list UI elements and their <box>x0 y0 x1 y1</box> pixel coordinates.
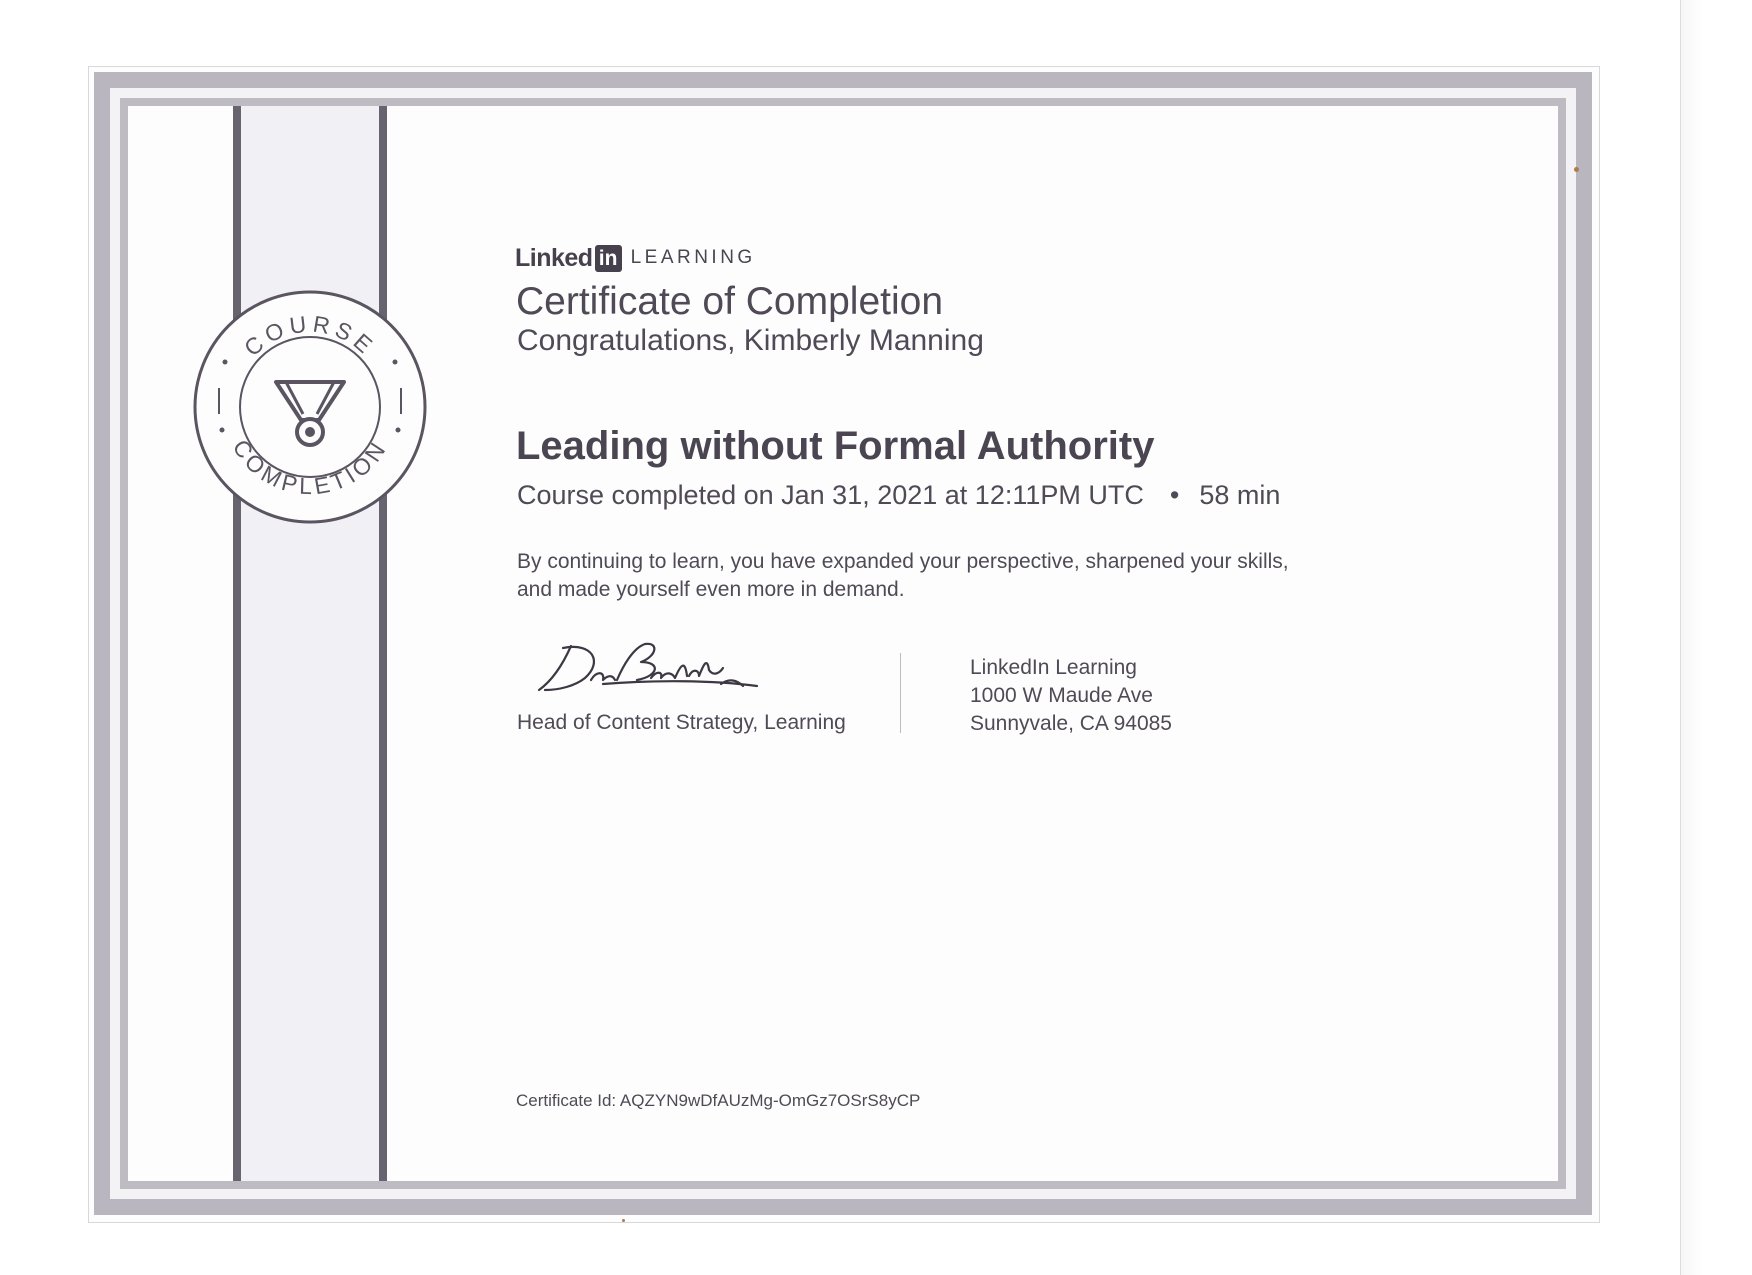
issuer-address <box>970 654 1172 738</box>
course-completion-seal <box>193 290 427 524</box>
side-ribbon <box>233 106 387 1181</box>
linkedin-learning-logo <box>515 242 756 274</box>
certificate-id: Certificate Id: AQZYN9wDfAUzMg-OmGz7OSrS8yCP <box>516 1091 921 1110</box>
scan-page-edge <box>1680 0 1752 1275</box>
signature-divider <box>900 653 901 733</box>
certificate-title: Certificate of Completion <box>516 280 944 323</box>
address-line-2: 1000 W Maude Ave <box>970 684 1153 707</box>
scan-speck <box>1574 167 1579 172</box>
course-duration: 58 min <box>1199 480 1281 510</box>
address-line-1: LinkedIn Learning <box>970 656 1137 679</box>
seal-top-text: COURSE <box>239 310 382 362</box>
signature-image <box>533 640 763 698</box>
completion-details <box>517 480 1280 511</box>
scan-speck <box>622 1219 625 1222</box>
signatory-title: Head of Content Strategy, Learning <box>517 711 846 734</box>
linkedin-in-icon: in <box>595 245 622 272</box>
congratulations-line: Congratulations, Kimberly Manning <box>517 324 984 357</box>
course-title: Leading without Formal Authority <box>516 424 1155 468</box>
address-line-3: Sunnyvale, CA 94085 <box>970 712 1172 735</box>
logo-wordmark: Linked <box>515 243 593 272</box>
seal-bottom-text: COMPLETION <box>227 434 393 500</box>
completion-date: Course completed on Jan 31, 2021 at 12:11PM UTC <box>517 480 1144 510</box>
logo-product: LEARNING <box>630 247 756 268</box>
certificate-message: By continuing to learn, you have expanded your perspective, sharpened your skills, and made yourself even more in demand. <box>517 550 1289 601</box>
separator-dot: • <box>1169 480 1180 510</box>
